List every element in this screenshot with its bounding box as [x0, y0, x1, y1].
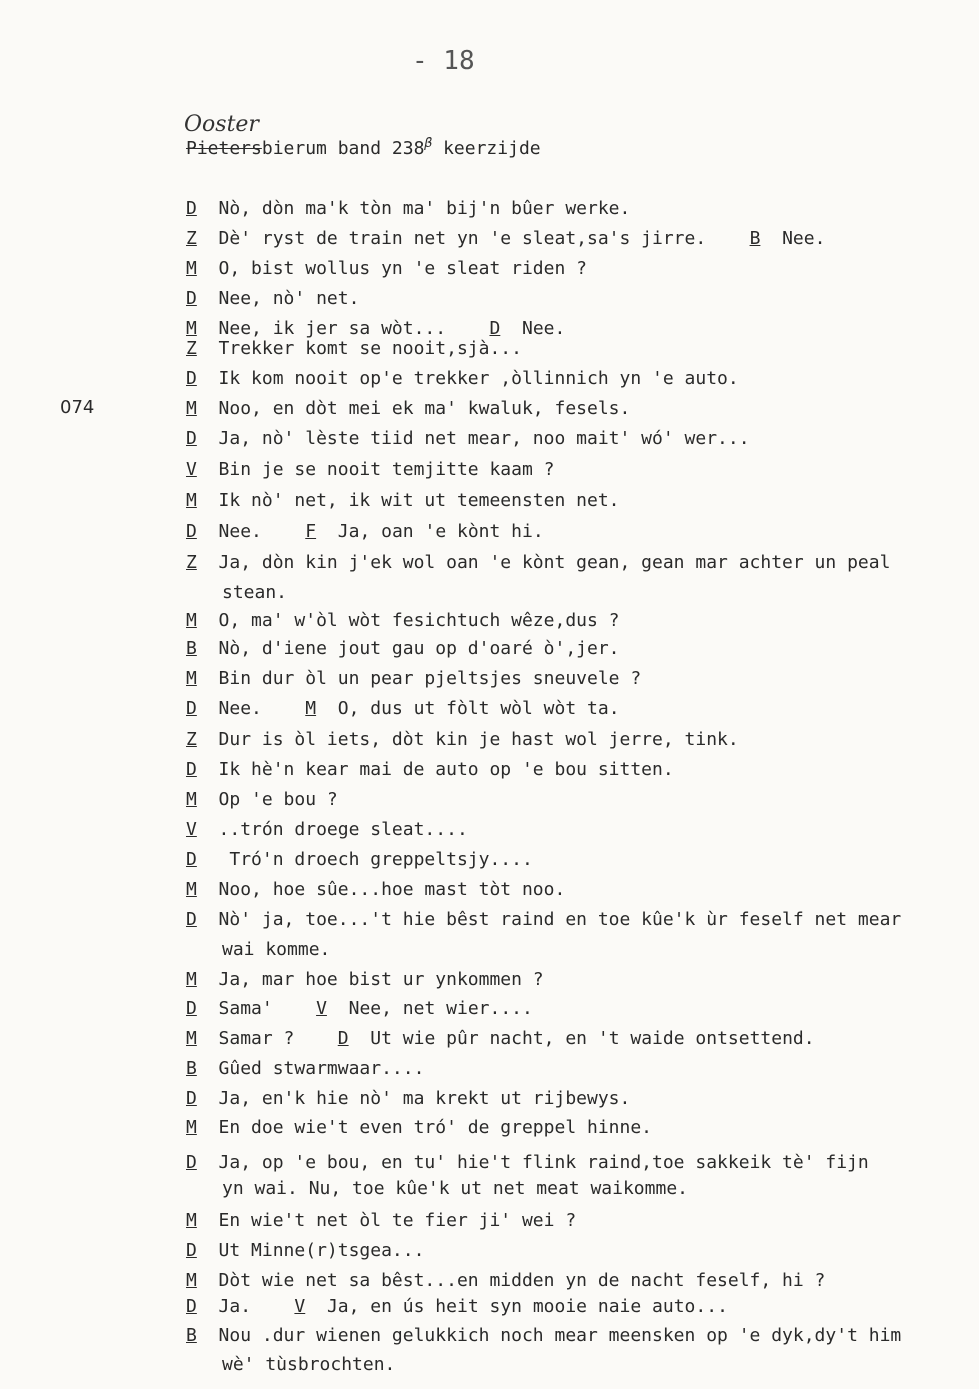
speaker-initial: D: [186, 368, 197, 389]
utterance-line: [186, 1117, 979, 1139]
utterance-line: [186, 759, 979, 781]
utterance-text: Nò, dòn ma'k tòn ma' bij'n bûer werke.: [218, 198, 631, 219]
utterance-text: Ja.: [218, 1296, 252, 1317]
utterance-line: [186, 998, 979, 1020]
speaker-initial: D: [186, 909, 197, 930]
utterance-line: [186, 638, 979, 660]
speaker-initial: M: [186, 1028, 197, 1049]
utterance-text: yn wai. Nu, toe kûe'k ut net meat waikomme.: [222, 1178, 688, 1199]
continuation-line: [222, 939, 330, 961]
utterance-text: wè' tùsbrochten.: [222, 1354, 396, 1375]
speaker-initial: D: [186, 1240, 197, 1261]
utterance-text: Ik hè'n kear mai de auto op 'e bou sitten.: [218, 759, 674, 780]
utterance-text: Noo, en dòt mei ek ma' kwaluk, fesels.: [218, 398, 631, 419]
utterance-text: En wie't net òl te fier ji' wei ?: [218, 1210, 577, 1231]
utterance-line: [186, 521, 979, 543]
utterance-text: Nee.: [218, 698, 262, 719]
speaker-initial: D: [186, 428, 197, 449]
utterance-text: Ja, dòn kin j'ek wol oan 'e kònt gean, gean mar achter un peal: [218, 552, 891, 573]
utterance-line: [186, 909, 979, 931]
utterance-line: [186, 789, 979, 811]
utterance-text: En doe wie't even tró' de greppel hinne.: [218, 1117, 653, 1138]
utterance-text: Dè' ryst de train net yn 'e sleat,sa's jirre.: [218, 228, 707, 249]
utterance-line: [186, 368, 979, 390]
speaker-initial: M: [186, 1117, 197, 1138]
speaker-initial: D: [186, 1152, 197, 1173]
heading-tail: keerzijde: [432, 138, 541, 159]
utterance-line: [186, 228, 979, 250]
utterance-line: [186, 1028, 979, 1050]
speaker-initial: D: [186, 759, 197, 780]
speaker-initial: Z: [186, 228, 197, 249]
utterance-line: [186, 1088, 979, 1110]
handwritten-correction: Ooster: [184, 112, 259, 137]
utterance-text: ..trón droege sleat....: [218, 819, 468, 840]
utterance-text: Nee.: [218, 521, 262, 542]
utterance-line: [186, 849, 979, 871]
utterance-text: Gûed stwarmwaar....: [218, 1058, 425, 1079]
speaker-initial: D: [186, 288, 197, 309]
speaker-initial: M: [186, 258, 197, 279]
utterance-text: Noo, hoe sûe...hoe mast tòt noo.: [218, 879, 566, 900]
page-number: - 18: [412, 46, 475, 76]
speaker-initial: M: [186, 610, 197, 631]
utterance-line: [186, 969, 979, 991]
speaker-initial: B: [749, 228, 761, 249]
utterance-text: Nee, ik jer sa wòt...: [218, 318, 447, 339]
utterance-text: Nee, nò' net.: [218, 288, 360, 309]
utterance-text: Ja, op 'e bou, en tu' hie't flink raind,toe sakkeik tè' fijn: [218, 1152, 869, 1173]
heading-title: bierum band 238: [261, 138, 425, 159]
speaker-initial: D: [186, 1088, 197, 1109]
utterance-text: Ut wie pûr nacht, en 't waide ontsettend.: [370, 1028, 815, 1049]
utterance-line: [186, 698, 979, 720]
utterance-text: Nò' ja, toe...'t hie bêst raind en toe kûe'k ùr feself net mear: [218, 909, 902, 930]
speaker-initial: D: [186, 849, 197, 870]
speaker-initial: V: [316, 998, 327, 1019]
speaker-initial: M: [305, 698, 317, 719]
utterance-text: O, ma' w'òl wòt fesichtuch wêze,dus ?: [218, 610, 620, 631]
speaker-initial: M: [186, 1270, 197, 1291]
utterance-text: Nee.: [782, 228, 826, 249]
speaker-initial: D: [186, 698, 197, 719]
utterance-text: stean.: [222, 582, 288, 603]
tape-counter: 074: [60, 397, 95, 418]
utterance-text: Ja, oan 'e kònt hi.: [337, 521, 544, 542]
utterance-text: Ut Minne(r)tsgea...: [218, 1240, 425, 1261]
utterance-line: [186, 288, 979, 310]
speaker-initial: D: [186, 1296, 197, 1317]
speaker-initial: Z: [186, 729, 197, 750]
utterance-line: [186, 552, 979, 574]
utterance-line: [186, 879, 979, 901]
utterance-text: Ja, nò' lèste tiid net mear, noo mait' wó' wer...: [218, 428, 750, 449]
utterance-text: Op 'e bou ?: [218, 789, 338, 810]
utterance-text: Ja, mar hoe bist ur ynkommen ?: [218, 969, 544, 990]
utterance-line: [186, 1325, 979, 1347]
utterance-line: [186, 428, 979, 450]
utterance-line: [186, 1270, 979, 1292]
utterance-text: Bin je se nooit temjitte kaam ?: [218, 459, 555, 480]
speaker-initial: D: [186, 198, 197, 219]
speaker-initial: F: [305, 521, 317, 542]
utterance-text: Trekker komt se nooit,sjà...: [218, 338, 522, 359]
utterance-line: [186, 398, 979, 420]
utterance-line: [186, 729, 979, 751]
speaker-initial: M: [186, 1210, 197, 1231]
utterance-text: Nee.: [522, 318, 566, 339]
speaker-initial: D: [489, 318, 501, 339]
speaker-initial: M: [186, 879, 197, 900]
utterance-line: [186, 1296, 979, 1318]
speaker-initial: D: [337, 1028, 349, 1049]
utterance-text: Sama': [218, 998, 273, 1019]
utterance-line: [186, 1210, 979, 1232]
speaker-initial: B: [186, 1325, 197, 1346]
utterance-text: Bin dur òl un pear pjeltsjes sneuvele ?: [218, 668, 642, 689]
struck-word: Pieters: [186, 138, 262, 159]
speaker-initial: M: [186, 969, 197, 990]
continuation-line: [222, 582, 287, 604]
utterance-text: O, bist wollus yn 'e sleat riden ?: [218, 258, 587, 279]
utterance-text: Samar ?: [218, 1028, 295, 1049]
speaker-initial: M: [186, 398, 197, 419]
utterance-text: Nò, d'iene jout gau op d'oaré ò',jer.: [218, 638, 620, 659]
utterance-text: wai komme.: [222, 939, 331, 960]
speaker-initial: B: [186, 638, 197, 659]
utterance-text: Ja, en ús heit syn mooie naie auto...: [326, 1296, 728, 1317]
utterance-text: Ik nò' net, ik wit ut temeensten net.: [218, 490, 620, 511]
continuation-line: [222, 1354, 395, 1376]
utterance-line: [186, 819, 979, 841]
utterance-line: [186, 198, 979, 220]
speaker-initial: B: [186, 1058, 197, 1079]
speaker-initial: D: [186, 998, 197, 1019]
speaker-initial: Z: [186, 338, 197, 359]
utterance-text: Nee, net wier....: [348, 998, 533, 1019]
utterance-text: Dòt wie net sa bêst...en midden yn de nacht feself, hi ?: [218, 1270, 826, 1291]
utterance-text: Dur is òl iets, dòt kin je hast wol jerre, tink.: [218, 729, 739, 750]
speaker-initial: M: [186, 490, 197, 511]
utterance-line: [186, 1058, 979, 1080]
speaker-initial: V: [294, 1296, 306, 1317]
utterance-line: [186, 1152, 979, 1174]
utterance-line: [186, 338, 979, 360]
continuation-line: [222, 1178, 688, 1200]
utterance-line: [186, 459, 979, 481]
speaker-initial: M: [186, 789, 197, 810]
utterance-line: [186, 258, 979, 280]
utterance-line: [186, 318, 979, 340]
utterance-line: [186, 1240, 979, 1262]
utterance-text: Ik kom nooit op'e trekker ,òllinnich yn 'e auto.: [218, 368, 739, 389]
heading-superscript: β: [424, 136, 433, 151]
speaker-initial: Z: [186, 552, 197, 573]
utterance-text: O, dus ut fòlt wòl wòt ta.: [337, 698, 620, 719]
utterance-line: [186, 610, 979, 632]
utterance-line: [186, 668, 979, 690]
utterance-text: Ja, en'k hie nò' ma krekt ut rijbewys.: [218, 1088, 631, 1109]
utterance-line: [186, 490, 979, 512]
speaker-initial: M: [186, 668, 197, 689]
speaker-initial: D: [186, 521, 197, 542]
speaker-initial: V: [186, 819, 197, 840]
speaker-initial: V: [186, 459, 197, 480]
utterance-text: Nou .dur wienen gelukkich noch mear meensken op 'e dyk,dy't him: [218, 1325, 902, 1346]
utterance-text: Tró'n droech greppeltsjy....: [218, 849, 533, 870]
speaker-initial: M: [186, 318, 197, 339]
